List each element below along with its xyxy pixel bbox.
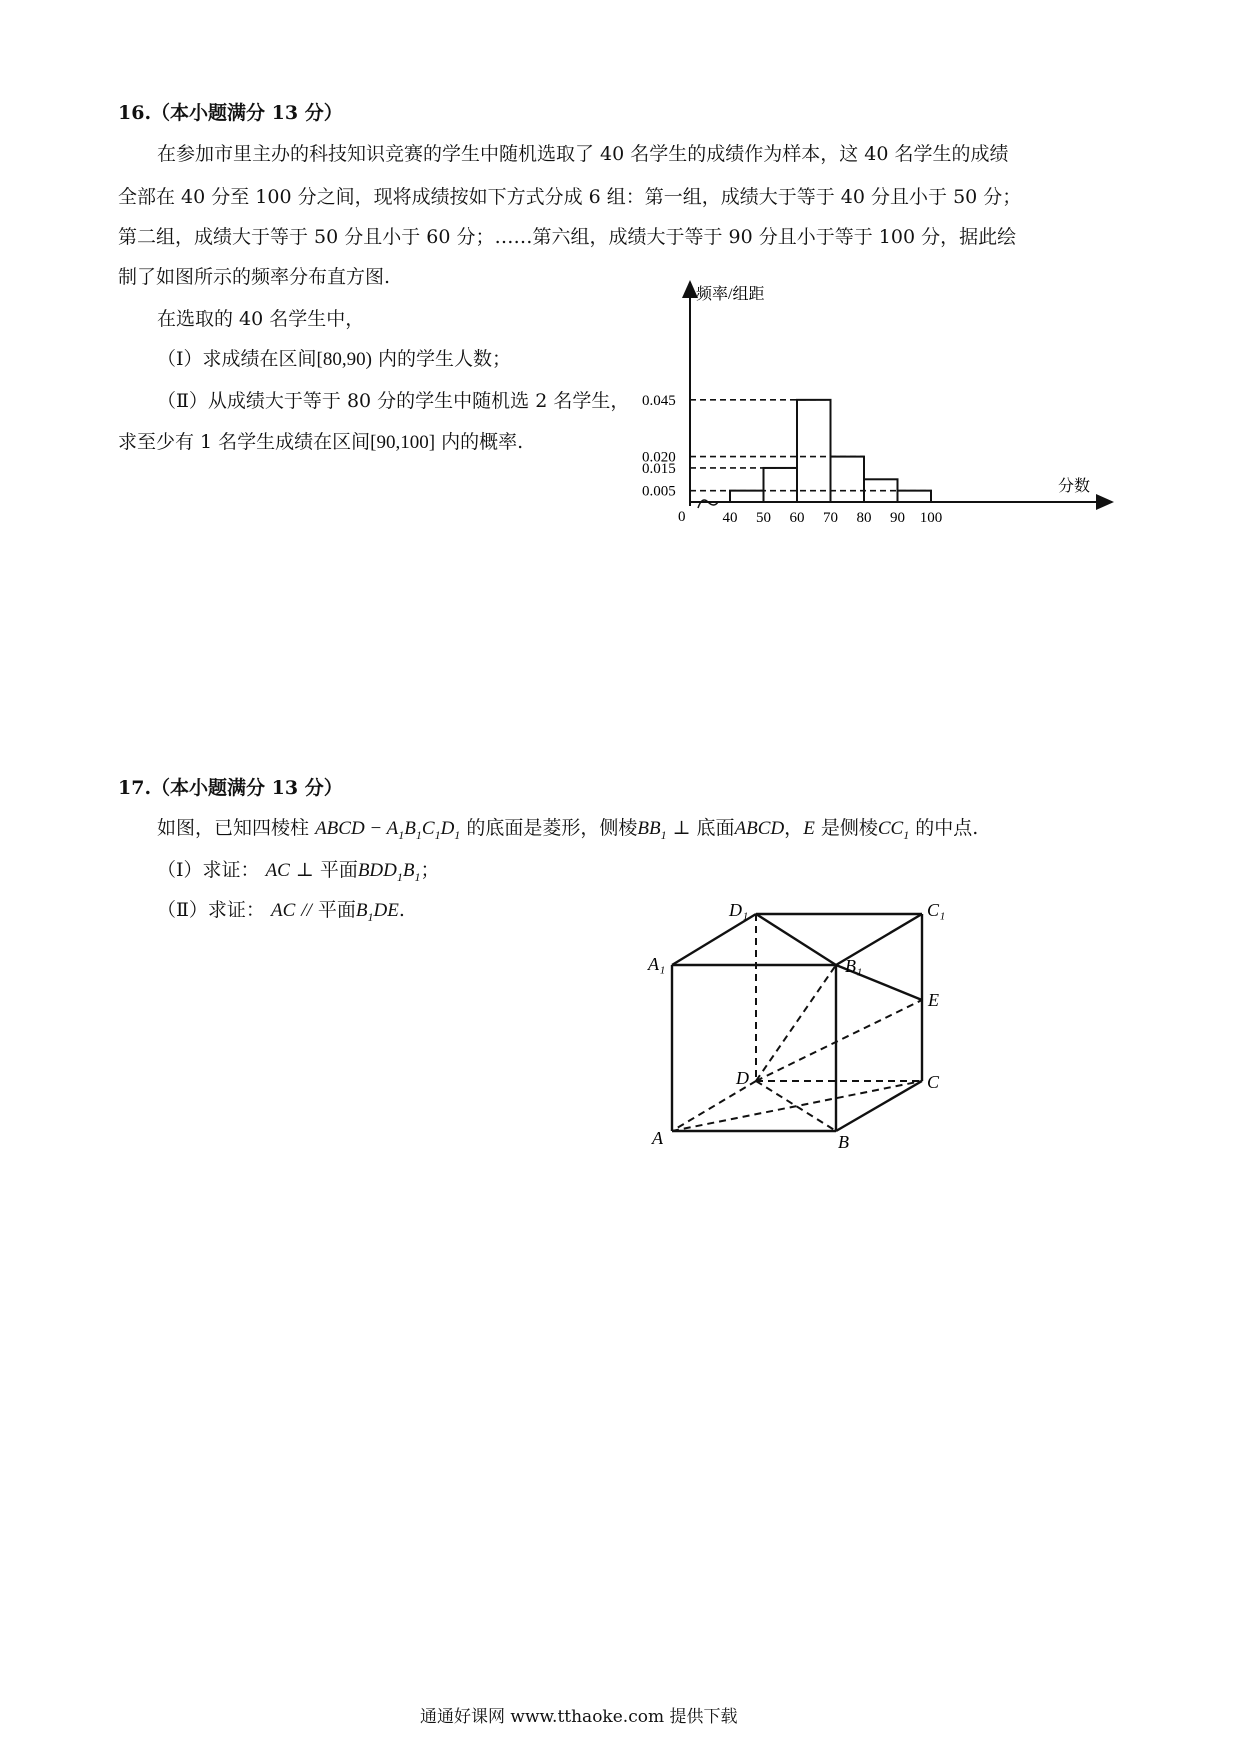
q17-ac: AC xyxy=(270,900,296,921)
q17-line1-b: 的底面是菱形，侧棱 xyxy=(466,817,638,839)
histogram-bar-90-100 xyxy=(898,491,932,502)
q16-part2-interval: [90,100] xyxy=(370,432,436,453)
q17-prism-name: ABCD − $A_1B_1C_1D_1$ xyxy=(315,818,461,842)
histogram-bar-50-60 xyxy=(764,468,798,502)
frequency-histogram xyxy=(620,270,1140,530)
q16-line4: 制了如图所示的频率分布直方图. xyxy=(118,266,391,288)
q16-line1: 在参加市里主办的科技知识竞赛的学生中随机选取了 40 名学生的成绩作为样本，这 40 名学生的成绩 xyxy=(157,143,1009,165)
x-tick-label: 100 xyxy=(919,510,943,526)
histogram-bar-70-80 xyxy=(831,457,865,502)
q17-line1-e: 的中点. xyxy=(915,817,979,839)
y-tick-label: 0.020 xyxy=(642,449,676,466)
label-b: B xyxy=(838,1132,849,1152)
q16-line5: 在选取的 40 名学生中， xyxy=(157,308,365,330)
x-tick-label: 50 xyxy=(756,510,771,526)
q16-part1-interval: [80,90) xyxy=(316,349,372,370)
x-tick-label: 60 xyxy=(789,510,805,526)
q17-part2-a: （Ⅱ）求证： xyxy=(157,899,265,921)
q17-part1-a: （Ⅰ）求证： xyxy=(157,859,260,881)
q16-part2-pre: 求至少有 1 名学生成绩在区间 xyxy=(118,431,371,453)
q17-line1-c: 底面 xyxy=(696,817,735,839)
q17-point-e: E xyxy=(803,818,815,839)
q16-line3: 第二组，成绩大于等于 50 分且小于 60 分；……第六组，成绩大于等于 90 分且小于等于 100 分，据此绘 xyxy=(118,226,1017,248)
x-tick-label: 40 xyxy=(722,510,738,526)
x-tick-label: 90 xyxy=(890,510,905,526)
q16-part1-pre: （Ⅰ）求成绩在区间 xyxy=(157,348,317,370)
histogram-bar-40-50 xyxy=(730,491,764,502)
q17-line1-a: 如图，已知四棱柱 xyxy=(157,817,310,839)
perp-symbol: ⊥ xyxy=(295,860,314,881)
q16-part2-line1: （Ⅱ）从成绩大于等于 80 分的学生中随机选 2 名学生， xyxy=(157,390,630,412)
page-footer: 通通好课网 www.tthaoke.com 提供下载 xyxy=(420,1707,738,1727)
q17-line1-d: 是侧棱 xyxy=(820,817,878,839)
q17-part1-b: 平面 xyxy=(319,859,358,881)
q17-edge-cc1: $CC_1$ xyxy=(877,818,910,842)
label-c1: C₁ xyxy=(927,900,946,920)
q17-edge-bb1: $BB_1$ xyxy=(637,818,667,842)
prism-figure xyxy=(640,890,1060,1190)
x-tick-label: 80 xyxy=(856,510,872,526)
q16-part2-post: 内的概率. xyxy=(435,431,524,453)
parallel-symbol: // xyxy=(301,900,312,921)
q17-header: 17.（本小题满分 13 分） xyxy=(118,777,343,799)
perp-symbol: ⊥ xyxy=(672,818,691,839)
q16-line2: 全部在 40 分至 100 分之间，现将成绩按如下方式分成 6 组：第一组，成绩大于等于 40 分且小于 50 分； xyxy=(118,186,1022,208)
label-d1: D₁ xyxy=(729,900,749,920)
q17-plane-b1de: $B_1DE$ xyxy=(355,900,399,924)
q17-part2-b: 平面 xyxy=(317,899,356,921)
q16-part1 xyxy=(157,344,511,371)
q16-part1-post: 内的学生人数； xyxy=(371,348,511,370)
q17-line1: 如图，已知四棱柱 ABCD − $A_1B_1C_1D_1$ 的底面是菱形，侧棱$BB_1$ ⊥ 底面ABCD，E 是侧棱$CC_1$ 的中点. xyxy=(157,817,979,842)
y-tick-label: 0.015 xyxy=(642,460,676,477)
q16-part2-line2 xyxy=(118,427,523,454)
label-b1: B₁ xyxy=(845,956,863,976)
q17-part1: （Ⅰ）求证： AC ⊥ 平面$BDD_1B_1$； xyxy=(157,859,440,884)
solid-edges xyxy=(672,914,922,1131)
label-e: E xyxy=(928,990,939,1010)
label-c: C xyxy=(927,1072,940,1092)
label-d: D xyxy=(736,1068,749,1088)
q17-ac: AC xyxy=(265,860,290,881)
q17-base-abcd: ABCD xyxy=(734,818,785,839)
x-tick-label: 70 xyxy=(823,510,838,526)
q16-header: 16.（本小题满分 13 分） xyxy=(118,102,343,124)
origin-label: 0 xyxy=(678,509,686,525)
x-axis-label: 分数 xyxy=(1058,478,1091,495)
histogram-bar-60-70 xyxy=(797,400,831,502)
y-axis-label: 频率/组距 xyxy=(696,286,765,303)
hidden-edges xyxy=(672,914,922,1131)
y-tick-label: 0.045 xyxy=(642,392,676,409)
q17-part2: （Ⅱ）求证： AC // 平面$B_1DE$. xyxy=(157,899,405,924)
label-a1: A₁ xyxy=(648,954,666,974)
y-tick-label: 0.005 xyxy=(642,483,676,500)
label-a: A xyxy=(652,1128,663,1148)
q17-plane-bdd1b1: $BDD_1B_1$ xyxy=(357,860,421,884)
